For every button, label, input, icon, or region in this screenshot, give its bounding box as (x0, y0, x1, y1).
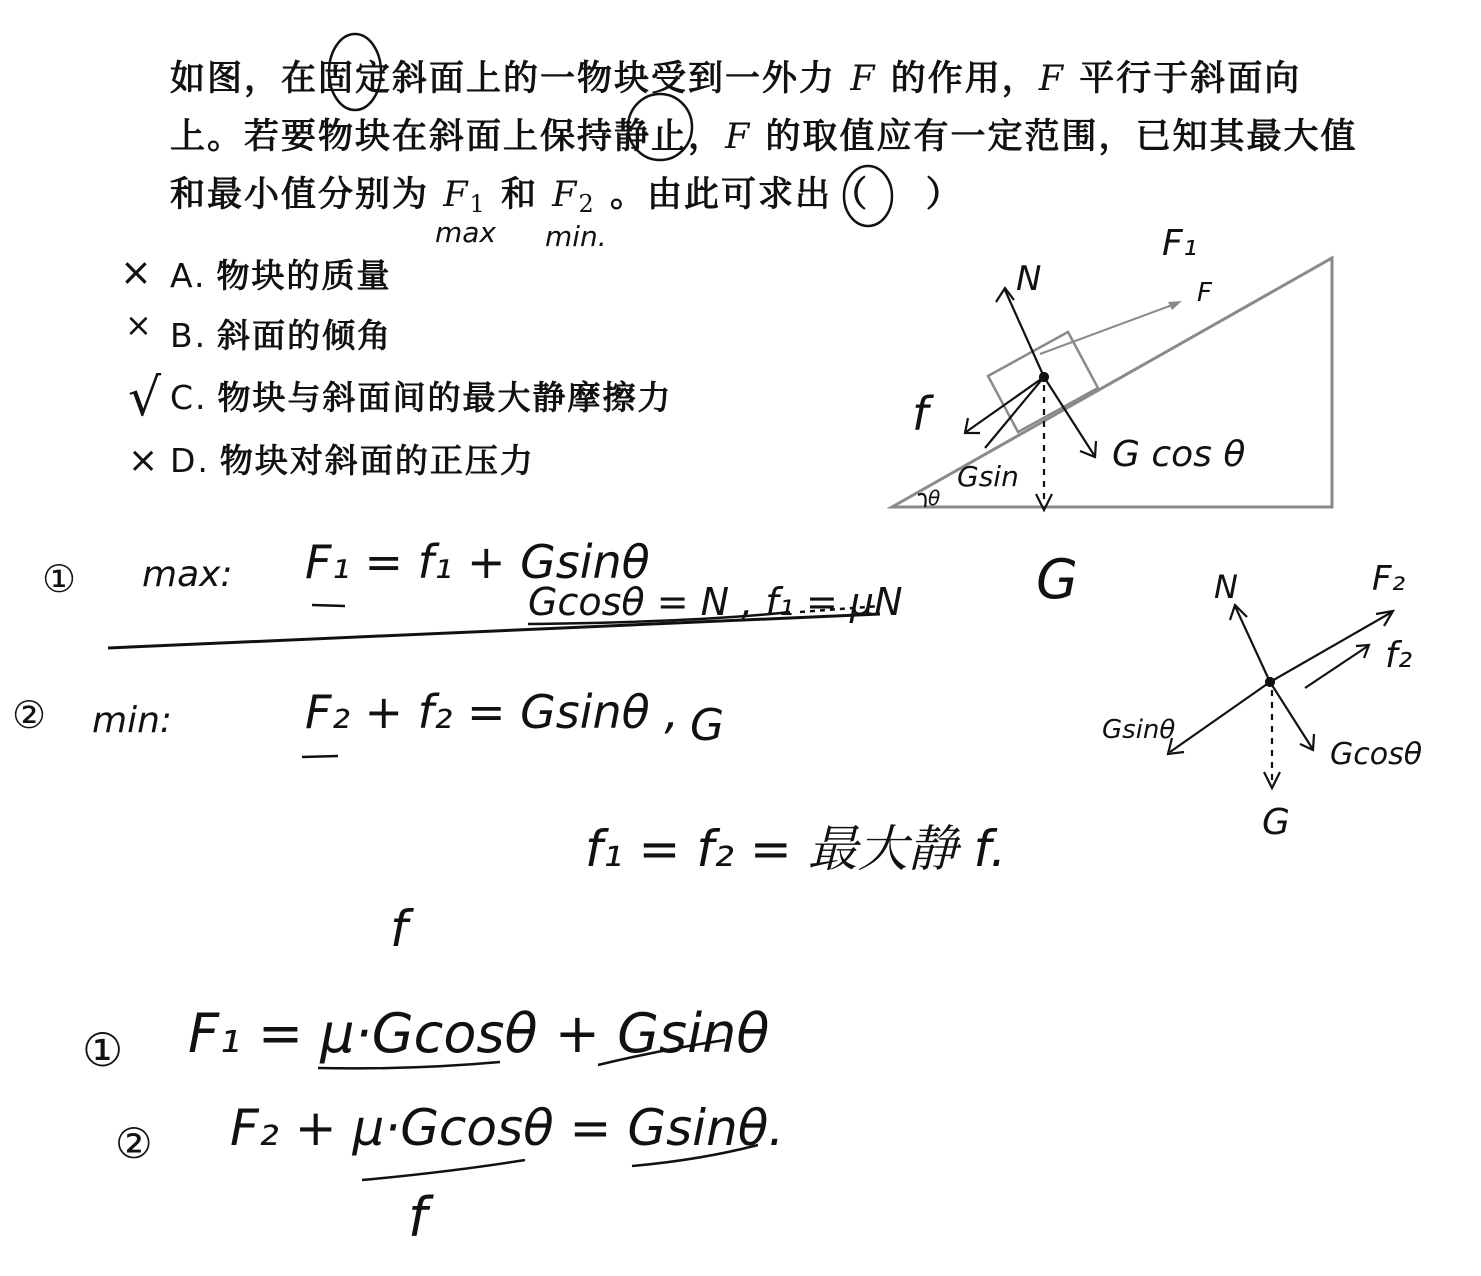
g-label: G (1036, 548, 1078, 611)
force-variable: F (725, 117, 752, 157)
question-line-2: 上。若要物块在斜面上保持静止，F 的取值应有一定范围，已知其最大值 (170, 116, 1358, 157)
d2-friction-line (1305, 646, 1368, 688)
eq1-main: F₁ = f₁ + Gsinθ (305, 535, 650, 589)
force-variable: F (850, 59, 877, 99)
eq2-number: ② (12, 693, 47, 737)
circle-mark-jingzhi (628, 94, 692, 160)
eq1-separator-line (108, 614, 880, 648)
n-label: N (1016, 259, 1042, 299)
f2-variable: $F_2$ (552, 175, 596, 218)
eq5-number: ② (115, 1119, 153, 1168)
d2-g-label: G (1262, 802, 1290, 843)
d2-gsin-line (1170, 682, 1270, 752)
d2-n-label: N (1214, 568, 1238, 606)
d2-gsin-label: Gsinθ (1102, 715, 1176, 745)
eq4-number: ① (82, 1023, 124, 1077)
angle-arc (918, 494, 926, 507)
eq1-number: ① (42, 557, 77, 601)
min-note: min. (545, 220, 607, 253)
eq2-main: F₂ + f₂ = Gsinθ , (305, 685, 680, 739)
answer-circle (844, 166, 892, 226)
option-c: C. 物块与斜面间的最大静摩擦力 (170, 378, 673, 417)
d2-f2-friction-label: f₂ (1385, 635, 1413, 676)
force-label: F (1197, 278, 1212, 308)
max-note: max (435, 216, 497, 249)
force-arrow-head (1168, 301, 1182, 310)
eq3: f₁ = f₂ = 最大静 f. (585, 820, 1007, 878)
force-variable: F (1038, 59, 1065, 99)
gcos-label: G cos θ (1112, 434, 1246, 475)
d2-gcos-line (1270, 682, 1312, 748)
eq2-label: min: (92, 700, 173, 741)
eq1-underline-f1 (312, 605, 345, 606)
f1-variable: $F_1$ (443, 175, 487, 218)
option-b: B. 斜面的倾角 (170, 316, 393, 355)
d2-gcos-label: Gcosθ (1330, 737, 1423, 772)
eq1-secondary: Gcosθ = N , f₁ = μN (528, 580, 903, 624)
eq5-underline-mu (362, 1160, 525, 1180)
mark-c-check: √ (128, 368, 162, 428)
mark-d-cross: × (128, 440, 159, 481)
eq1-label: max: (142, 554, 233, 595)
force-arrow (1040, 304, 1175, 354)
option-a: A. 物块的质量 (170, 256, 392, 295)
eq2-underline-f2 (302, 756, 338, 757)
f-bottom: f (408, 1186, 428, 1249)
mark-b-cross: × (125, 306, 152, 344)
circle-mark-gu (329, 34, 381, 110)
d2-f2-label: F₂ (1372, 559, 1406, 599)
theta-label: θ (928, 486, 941, 510)
question-line-3: 和最小值分别为 $F_1$ 和 $F_2$ 。由此可求出（ ） (170, 174, 963, 218)
gsin-label: Gsin (957, 460, 1019, 493)
d2-normal-line (1235, 606, 1270, 682)
eq4: F₁ = μ·Gcosθ + Gsinθ (188, 1002, 770, 1065)
question-line-1: 如图，在固定斜面上的一物块受到一外力 F 的作用，F 平行于斜面向 (170, 58, 1302, 99)
mark-a-cross: × (120, 250, 152, 294)
f-label: f (912, 387, 929, 441)
f-alone: f (390, 900, 408, 958)
eq5: F₂ + μ·Gcosθ = Gsinθ. (230, 1099, 785, 1157)
option-d: D. 物块对斜面的正压力 (170, 441, 535, 480)
eq2-g: G (690, 700, 725, 751)
f1-label: F₁ (1162, 223, 1198, 264)
